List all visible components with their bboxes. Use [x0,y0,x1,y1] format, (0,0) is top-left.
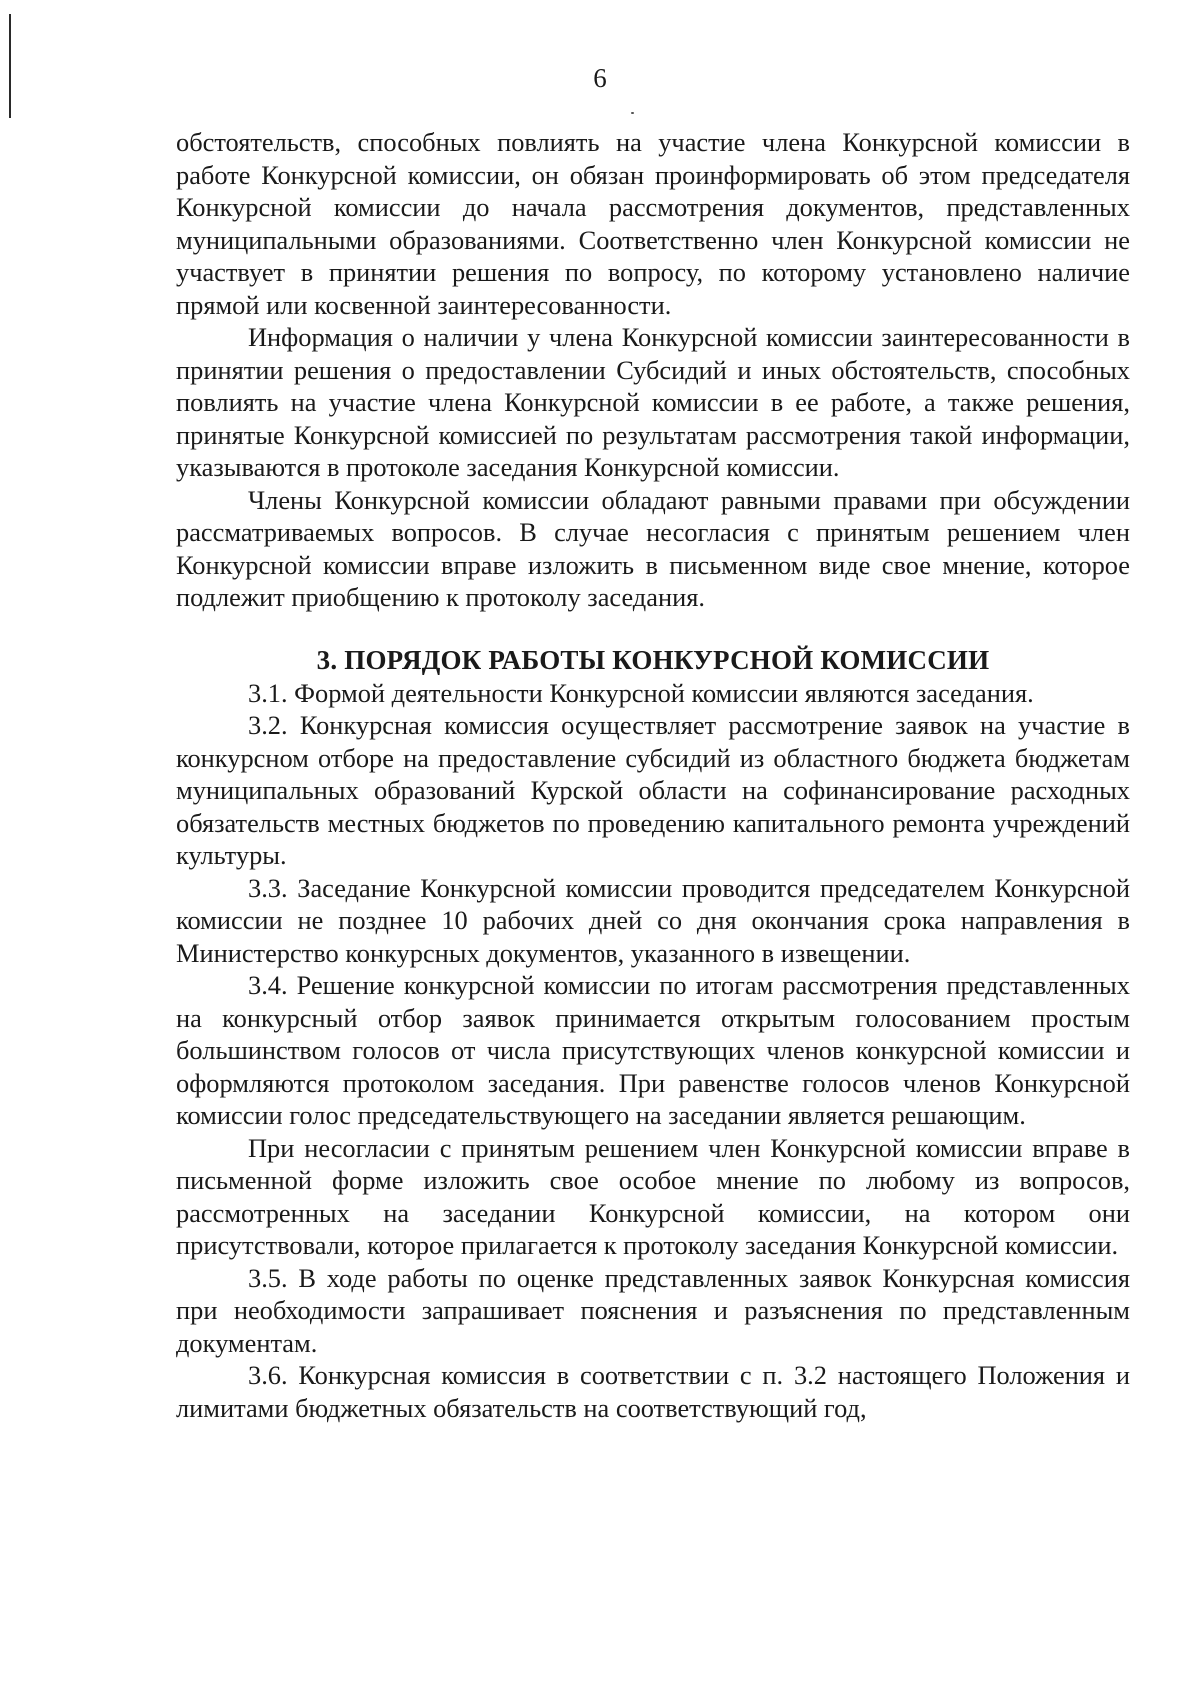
paragraph-3-4: 3.4. Решение конкурсной комиссии по итогам рассмотрения представленных на конкурсный отбор заявок принимается открытым голосованием простым большинством голосов от числа присутствующих членов конкурсной комиссии и оформляются протоколом заседания. При равенстве голосов членов Конкурсной комиссии голос председательствующего на заседании является решающим. [176,970,1130,1130]
paragraph-3-5: 3.5. В ходе работы по оценке представленных заявок Конкурсная комиссия при необходимости запрашивает пояснения и разъяснения по представленным документам. [176,1262,1130,1358]
document-body [176,126,1130,1424]
page-number: 6 [593,63,607,93]
scan-speck [631,112,634,114]
paragraph: Члены Конкурсной комиссии обладают равными правами при обсуждении рассматриваемых вопросов. В случае несогласия с принятым решением член Конкурсной комиссии вправе изложить в письменном виде свое мнение, которое подлежит приобщению к протоколу заседания. [176,484,1130,612]
paragraph-3-6: 3.6. Конкурсная комиссия в соответствии с п. 3.2 настоящего Положения и лимитами бюджетных обязательств на соответствующий год, [176,1360,1130,1423]
paragraph-3-3: 3.3. Заседание Конкурсной комиссии проводится председателем Конкурсной комиссии не позднее 10 рабочих дней со дня окончания срока направления в Министерство конкурсных документов, указанного в извещении. [176,872,1130,968]
paragraph: Информация о наличии у члена Конкурсной комиссии заинтересованности в принятии решения о предоставлении Субсидий и иных обстоятельств, способных повлиять на участие члена Конкурсной комиссии в ее работе, а также решения, принятые Конкурсной комиссией по результатам рассмотрения такой информации, указываются в протоколе заседания Конкурсной комиссии. [176,322,1130,482]
paragraph-3-2: 3.2. Конкурсная комиссия осуществляет рассмотрение заявок на участие в конкурсном отборе на предоставление субсидий из областного бюджета бюджетам муниципальных образований Курской области на софинансирование расходных обязательств местных бюджетов по проведению капитального ремонта учреждений культуры. [176,710,1130,870]
section-heading: 3. ПОРЯДОК РАБОТЫ КОНКУРСНОЙ КОМИССИИ [316,644,990,675]
paragraph: При несогласии с принятым решением член Конкурсной комиссии вправе в письменной форме изложить свое особое мнение по любому из вопросов, рассмотренных на заседании Конкурсной комиссии, на котором они присутствовали, которое прилагается к протоколу заседания Конкурсной комиссии. [176,1132,1130,1260]
paragraph-3-1: 3.1. Формой деятельности Конкурсной комиссии являются заседания. [248,677,1034,708]
paragraph: обстоятельств, способных повлиять на участие члена Конкурсной комиссии в работе Конкурсной комиссии, он обязан проинформировать об этом председателя Конкурсной комиссии до начала рассмотрения документов, представленных муниципальными образованиями. Соответственно член Конкурсной комиссии не участвует в принятии решения по вопросу, по которому установлено наличие прямой или косвенной заинтересованности. [176,127,1130,320]
